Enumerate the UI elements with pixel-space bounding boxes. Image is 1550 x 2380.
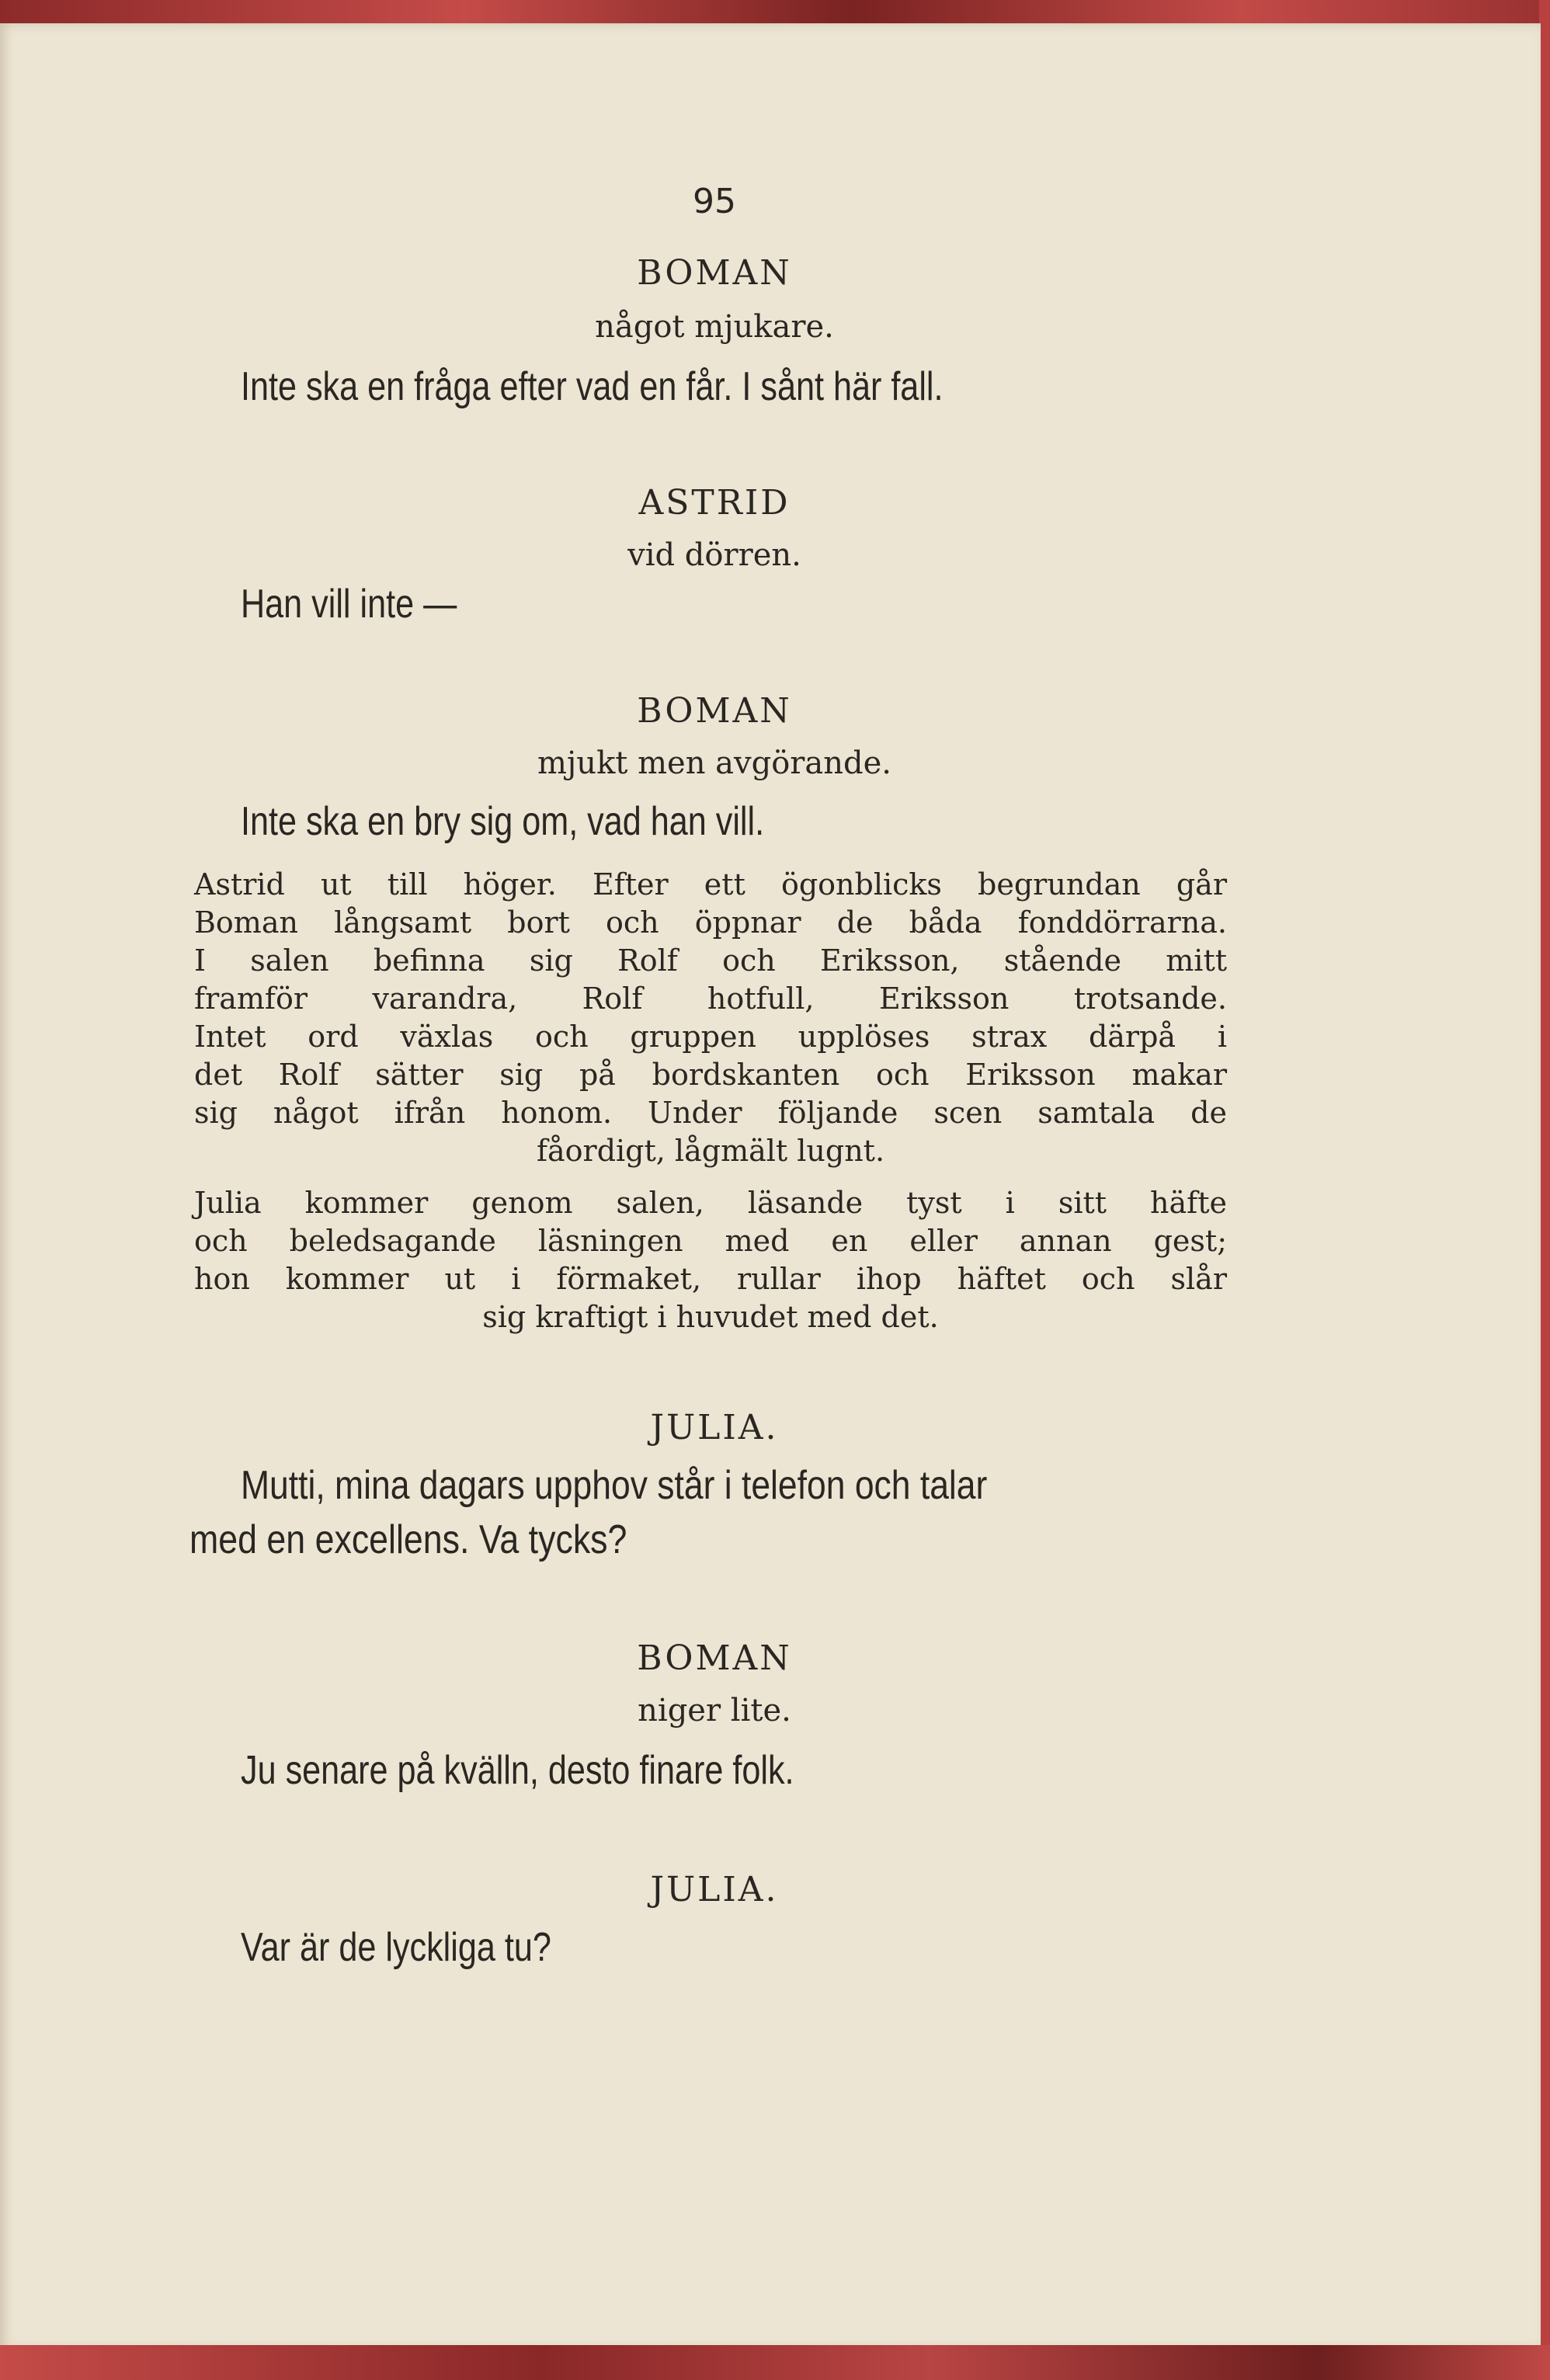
book-cover-edge-bottom [0, 2345, 1550, 2380]
stage-direction-line: I salen befinna sig Rolf och Eriksson, stående mitt [194, 943, 1227, 978]
dialogue-line: Inte ska en bry sig om, vad han vill. [241, 799, 765, 844]
dialogue-line: med en excellens. Va tycks? [189, 1517, 627, 1562]
stage-direction-line: framför varandra, Rolf hotfull, Eriksson trotsande. [194, 982, 1227, 1016]
stage-direction-line: Astrid ut till höger. Efter ett ögonblicks begrundan går [194, 867, 1227, 902]
stage-direction-line: Boman långsamt bort och öppnar de båda fonddörrarna. [194, 905, 1227, 940]
stage-direction-line: sig kraftigt i huvudet med det. [482, 1300, 939, 1334]
book-cover-edge-right [1539, 0, 1550, 2380]
speaker-astrid: ASTRID [638, 483, 791, 523]
stage-direction-line: det Rolf sätter sig på bordskanten och Eriksson makar [194, 1058, 1227, 1092]
dialogue-line: Var är de lyckliga tu? [241, 1925, 551, 1970]
stage-direction-parenthetical: vid dörren. [627, 537, 801, 573]
stage-direction-parenthetical: mjukt men avgörande. [537, 745, 892, 781]
speaker-boman: BOMAN [637, 253, 792, 293]
dialogue-line: Mutti, mina dagars upphov står i telefon och talar [241, 1463, 988, 1508]
dialogue-line: Han vill inte — [241, 582, 457, 627]
stage-direction-line: och beledsagande läsningen med en eller annan gest; [194, 1224, 1227, 1258]
stage-direction-line: sig något ifrån honom. Under följande scen samtala de [194, 1096, 1227, 1130]
speaker-boman: BOMAN [637, 1638, 792, 1678]
stage-direction-block [194, 866, 1227, 1170]
stage-direction-line: Intet ord växlas och gruppen upplöses strax därpå i [194, 1020, 1227, 1054]
stage-direction-line: Julia kommer genom salen, läsande tyst i sitt häfte [194, 1186, 1227, 1220]
page-number: 95 [693, 182, 736, 221]
speaker-boman: BOMAN [637, 691, 792, 731]
speaker-julia: JULIA. [650, 1870, 779, 1909]
stage-direction-line: fåordigt, lågmält lugnt. [536, 1134, 885, 1168]
speaker-julia: JULIA. [650, 1408, 779, 1447]
dialogue-line: Ju senare på kvälln, desto finare folk. [241, 1748, 794, 1793]
stage-direction-line: hon kommer ut i förmaket, rullar ihop häftet och slår [194, 1262, 1227, 1296]
stage-direction-parenthetical: något mjukare. [595, 309, 834, 345]
stage-direction-parenthetical: niger lite. [638, 1693, 791, 1729]
dialogue-line: Inte ska en fråga efter vad en får. I sånt här fall. [241, 364, 944, 409]
stage-direction-block [194, 1184, 1227, 1336]
